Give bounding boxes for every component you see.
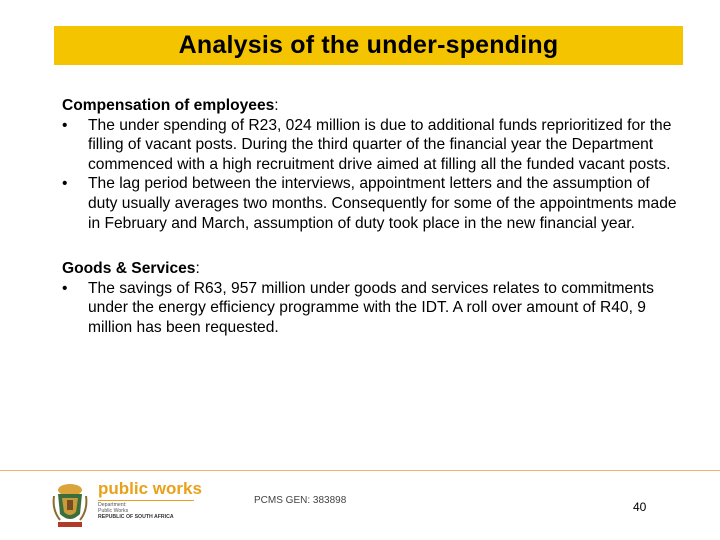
bullet-text: The lag period between the interviews, appointment letters and the assumption of duty usually averages two months. Consequently for some of the appointments made in February and March, assumption of duty took place in the new financial year. [88,175,677,232]
logo-text [98,480,202,520]
list-item [62,116,682,175]
bullet-list-goods-services [62,279,682,338]
slide-body [62,96,682,338]
bullet-icon: • [62,279,68,297]
list-item [62,174,682,233]
bullet-text: The under spending of R23, 024 million is due to additional funds reprioritized for the filling of vacant posts. During the third quarter of the financial year the Department commenced with a high recruitment drive aimed at filling all the funded vacant posts. [88,116,672,173]
document-reference: PCMS GEN: 383898 [254,495,347,506]
coat-of-arms-icon [50,480,90,530]
bullet-text: The savings of R63, 957 million under goods and services relates to commitments under the energy efficiency programme with the IDT. A roll over amount of R40, 9 million has been requested. [88,279,654,336]
logo-country: REPUBLIC OF SOUTH AFRICA [98,514,174,520]
list-item [62,279,682,338]
slide-title: Analysis of the under-spending [178,31,559,59]
section-heading-goods-services: Goods & Services: [62,260,200,278]
section-heading-compensation: Compensation of employees: [62,97,279,114]
title-bar [54,26,683,65]
logo-department-label: Department: [98,502,127,508]
page-number: 40 [633,500,647,514]
public-works-logo [50,480,202,530]
logo-rule [98,500,194,501]
bullet-list-compensation [62,116,682,234]
logo-department-name: Public Works [98,508,129,514]
bullet-icon: • [62,175,68,193]
footer-divider [0,470,720,471]
logo-wordmark: public works [98,479,202,498]
bullet-icon: • [62,116,68,134]
